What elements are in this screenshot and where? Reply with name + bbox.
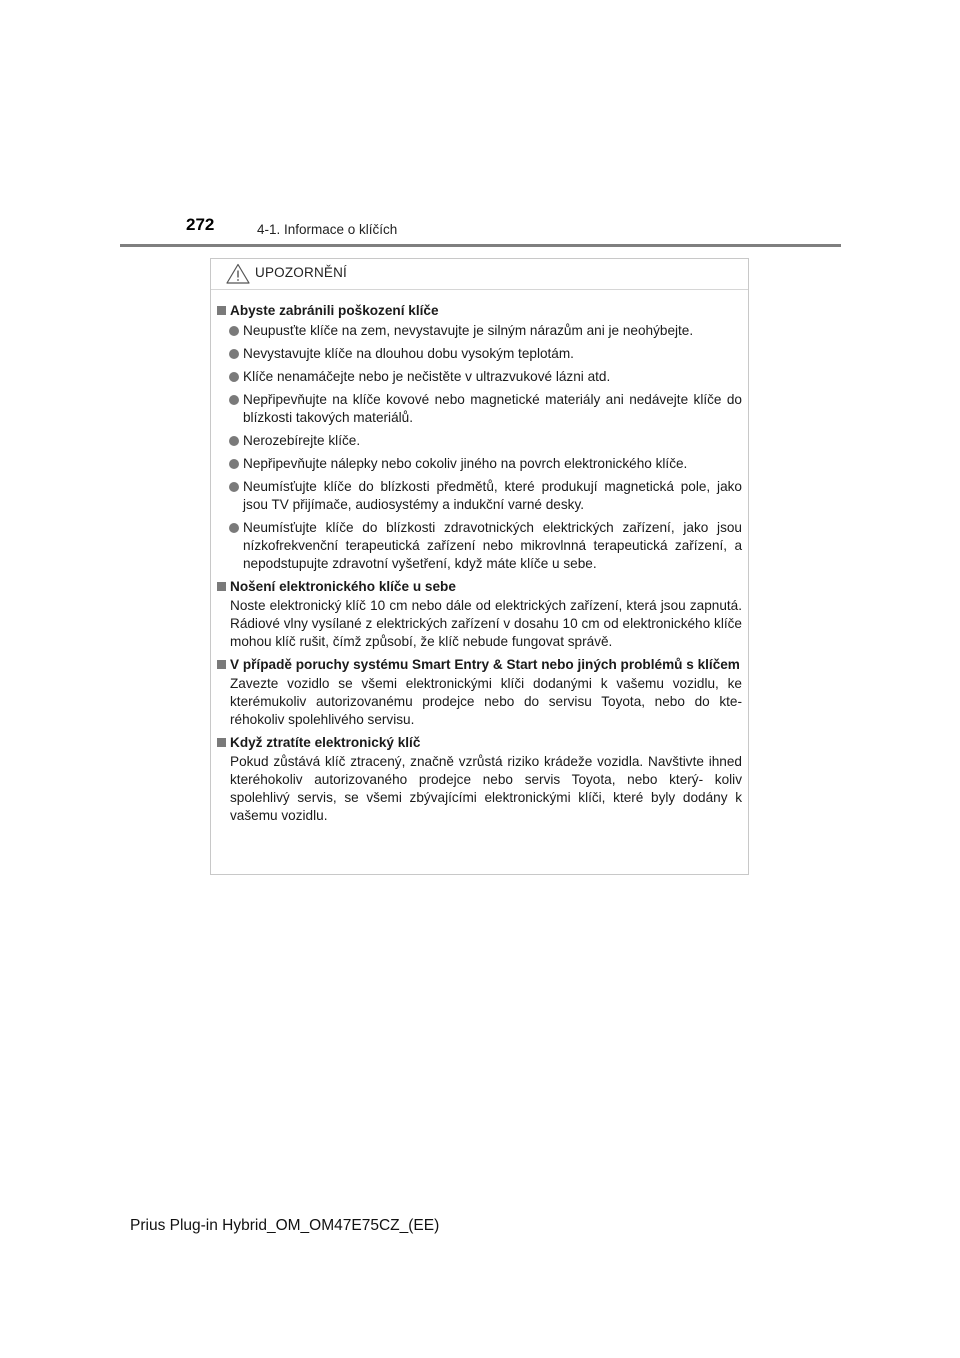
warning-triangle-icon [226, 263, 250, 284]
section-heading: Abyste zabránili poškození klíče [217, 302, 742, 320]
warning-section [217, 734, 742, 825]
warning-body [211, 290, 748, 825]
bullet-item: Nevystavujte klíče na dlouhou dobu vysokým teplotám. [217, 345, 742, 363]
section-paragraph: Noste elektronický klíč 10 cm nebo dále od elektrických zařízení, která jsou zapnutá. Rádiové vlny vysílané z elektrických zařízení v dosahu 10 cm od elektronického klíče mohou klíč rušit, čímž způsobí, že klíč nebude fungovat správě. [230, 598, 742, 649]
warning-header [211, 259, 748, 290]
warning-section [217, 302, 742, 573]
bullet-item: Nerozebírejte klíče. [217, 432, 742, 450]
section-title: 4-1. Informace o klíčích [257, 222, 398, 237]
bullet-item: Neumísťujte klíče do blízkosti zdravotnických elektrických zařízení, jako jsou nízkofrekvenční terapeutická zařízení nebo mikrovlnná terapeutická zařízení, a nepodstupujte zdravotní vyšetření, když máte klíče u sebe. [217, 519, 742, 573]
warning-title: UPOZORNĚNÍ [255, 265, 348, 280]
bullet-item: Neupusťte klíče na zem, nevystavujte je silným nárazům ani je neohýbejte. [217, 322, 742, 340]
section-heading: V případě poruchy systému Smart Entry & Start nebo jiných problémů s klíčem [217, 656, 742, 674]
warning-box [210, 258, 749, 875]
section-paragraph: Zavezte vozidlo se všemi elektronickými klíči dodanými k vašemu vozidlu, ke kterémukoliv autorizovanému prodejce nebo do servisu Toyota, nebo do kte- réhokoliv spolehlivého servisu. [230, 676, 742, 727]
warning-section [217, 656, 742, 729]
bullet-item: Neumísťujte klíče do blízkosti předmětů, které produkují magnetická pole, jako jsou TV přijímače, audiosystémy a indukční varné desky. [217, 478, 742, 514]
page-number: 272 [186, 215, 215, 234]
warning-section [217, 578, 742, 651]
section-heading: Když ztratíte elektronický klíč [217, 734, 742, 752]
section-paragraph: Pokud zůstává klíč ztracený, značně vzrůstá riziko krádeže vozidla. Navštivte ihned kteréhokoliv autorizovaného prodejce nebo servis Toyota, nebo který- koliv spolehlivý servis, se všemi zbývajícími elektronickými klíči, které byly dodány k vašemu vozidlu. [230, 754, 742, 823]
bullet-list [217, 322, 742, 573]
bullet-item: Nepřipevňujte nálepky nebo cokoliv jiného na povrch elektronického klíče. [217, 455, 742, 473]
header-rule [120, 244, 841, 247]
bullet-item: Klíče nenamáčejte nebo je nečistěte v ultrazvukové lázni atd. [217, 368, 742, 386]
bullet-item: Nepřipevňujte na klíče kovové nebo magnetické materiály ani nedávejte klíče do blízkosti takových materiálů. [217, 391, 742, 427]
section-heading: Nošení elektronického klíče u sebe [217, 578, 742, 596]
footer-doc-id: Prius Plug-in Hybrid_OM_OM47E75CZ_(EE) [130, 1217, 440, 1234]
